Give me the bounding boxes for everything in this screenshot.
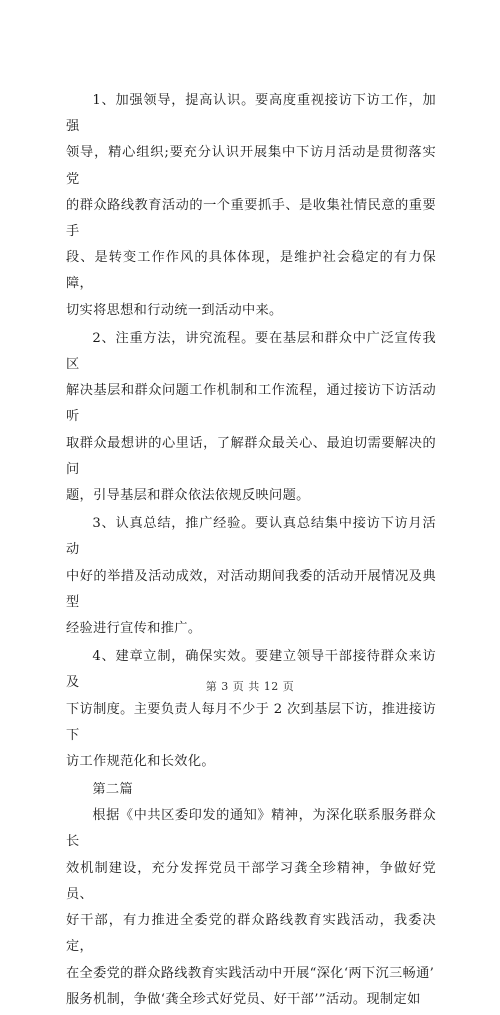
paragraph-line: 的群众路线教育活动的一个重要抓手、是收集社情民意的重要手 [66,197,436,240]
paragraph-line: 3、认真总结，推广经验。要认真总结集中接访下访月活动 [66,516,436,558]
paragraph-line: 在全委党的群众路线教育实践活动中开展“深化‘两下沉三畅通’ [66,965,435,981]
paragraph-line: 根据《中共区委印发的通知》精神，为深化联系服务群众长 [66,808,436,850]
paragraph-line: 4、建章立制，确保实效。要建立领导干部接待群众来访及 [66,649,436,691]
paragraph-line: 切实将思想和行动统一到活动中来。 [66,302,283,318]
paragraph-line: 访工作规范化和长效化。 [66,754,215,770]
page-footer: 第 3 页 共 12 页 [205,680,295,693]
paragraph-2 [66,326,436,509]
paragraph-line: 题，引导基层和群众依法依规反映问题。 [66,488,310,504]
paragraph-line: 领导，精心组织;要充分认识开展集中下访月活动是贯彻落实党 [66,145,436,187]
paragraph-5 [66,803,436,1013]
document-body [66,88,436,1015]
paragraph-line: 好干部，有力推进全委党的群众路线教育实践活动，我委决定， [66,913,436,955]
paragraph-line: 2、注重方法，讲究流程。要在基层和群众中广泛宣传我区 [66,330,436,373]
paragraph-1 [66,88,436,324]
paragraph-line: 取群众最想讲的心里话，了解群众最关心、最迫切需要解决的问 [66,435,436,477]
paragraph-line: 服务机制，争做‘龚全珍式好党员、好干部’”活动。现制定如 [66,991,421,1007]
paragraph-4 [66,644,436,775]
paragraph-line: 段、是转变工作作风的具体体现，是维护社会稳定的有力保障， [66,250,436,292]
paragraph-line: 中好的举措及活动成效，对活动期间我委的活动开展情况及典型 [66,568,436,610]
paragraph-line: 下访制度。主要负责人每月不少于 2 次到基层下访，推进接访下 [66,701,436,743]
section-heading: 第二篇 [92,782,134,798]
paragraph-line: 效机制建设，充分发挥党员干部学习龚全珍精神，争做好党员、 [66,860,436,902]
paragraph-line: 经验进行宣传和推广。 [66,621,202,637]
paragraph-line: 解决基层和群众问题工作机制和工作流程，通过接访下访活动听 [66,383,436,425]
paragraph-line: 1、加强领导，提高认识。要高度重视接访下访工作，加强 [66,93,436,135]
paragraph-3 [66,511,436,642]
